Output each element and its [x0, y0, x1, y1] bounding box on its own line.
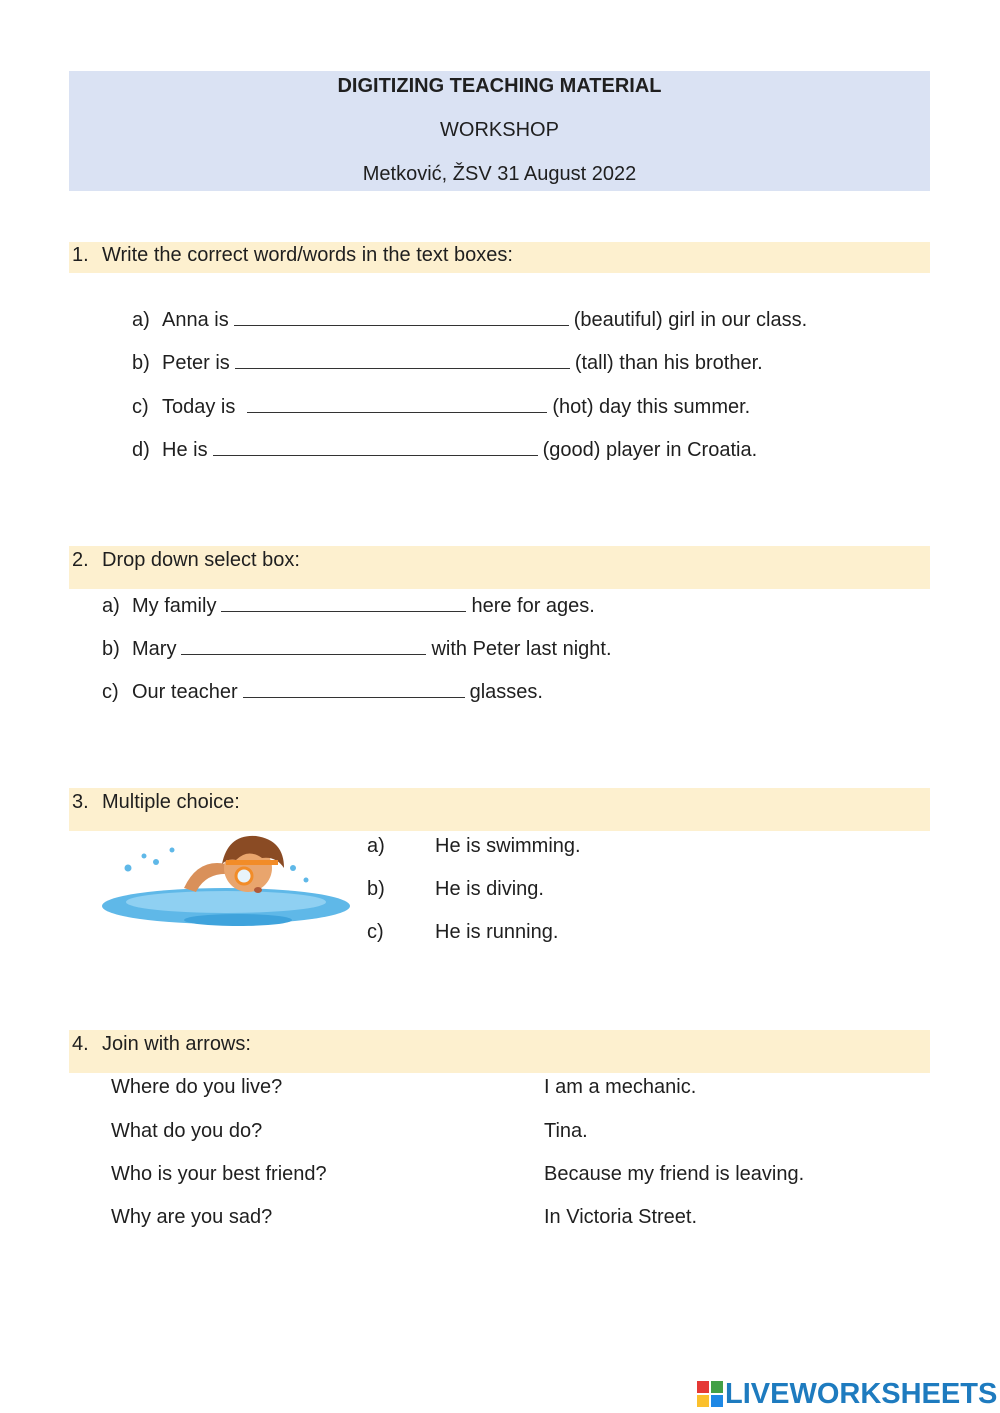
item-after: (hot) day this summer.: [552, 396, 751, 418]
item-label: a): [102, 595, 120, 617]
choice-option-c[interactable]: [367, 921, 558, 944]
answer-input[interactable]: [247, 394, 547, 413]
join-answer-2[interactable]: Tina.: [544, 1120, 588, 1142]
fill-item-d: [132, 437, 757, 462]
join-answer-1[interactable]: I am a mechanic.: [544, 1076, 697, 1098]
option-text: He is diving.: [435, 878, 544, 900]
item-after: here for ages.: [471, 595, 595, 617]
join-answer-3[interactable]: Because my friend is leaving.: [544, 1163, 805, 1185]
item-label: b): [102, 638, 120, 660]
section-number: 1.: [72, 244, 89, 266]
swimmer-image: [98, 828, 354, 932]
item-before: My family: [132, 595, 217, 617]
join-question-2[interactable]: What do you do?: [111, 1120, 263, 1142]
section-title: Join with arrows:: [102, 1033, 251, 1055]
option-label: c): [367, 921, 384, 943]
section-title: Drop down select box:: [102, 549, 300, 571]
item-after: with Peter last night.: [431, 638, 612, 660]
document-subtitle: WORKSHOP: [440, 119, 559, 141]
select-item-c: [102, 679, 543, 704]
fill-item-b: [132, 350, 763, 375]
join-question-3[interactable]: Who is your best friend?: [111, 1163, 327, 1185]
header-box: [69, 71, 930, 191]
option-text: He is running.: [435, 921, 559, 943]
choice-option-b[interactable]: [367, 878, 544, 901]
section-4-header: [69, 1030, 930, 1073]
option-label: a): [367, 835, 385, 857]
item-before: Peter is: [162, 352, 230, 374]
option-label: b): [367, 878, 385, 900]
item-before: Mary: [132, 638, 177, 660]
join-question-1[interactable]: Where do you live?: [111, 1076, 283, 1098]
section-number: 2.: [72, 549, 89, 571]
answer-input[interactable]: [235, 350, 570, 369]
item-label: a): [132, 309, 150, 331]
logo-mark-icon: [697, 1381, 723, 1407]
join-question-4[interactable]: Why are you sad?: [111, 1206, 273, 1228]
answer-select[interactable]: [181, 636, 426, 655]
item-after: glasses.: [469, 681, 543, 703]
select-item-a: [102, 593, 595, 618]
section-2-header: [69, 546, 930, 589]
answer-select[interactable]: [243, 679, 465, 698]
item-before: Our teacher: [132, 681, 238, 703]
section-3-header: [69, 788, 930, 831]
section-1-header: [69, 242, 930, 273]
fill-item-a: [132, 307, 807, 332]
item-label: c): [102, 681, 119, 703]
option-text: He is swimming.: [435, 835, 581, 857]
item-after: (good) player in Croatia.: [542, 439, 758, 461]
item-after: (beautiful) girl in our class.: [573, 309, 808, 331]
choice-option-a[interactable]: [367, 835, 581, 858]
section-number: 3.: [72, 791, 89, 813]
section-title: Multiple choice:: [102, 791, 240, 813]
document-place-date: Metković, ŽSV 31 August 2022: [362, 163, 637, 185]
item-label: d): [132, 439, 150, 461]
answer-input[interactable]: [234, 307, 569, 326]
section-title: Write the correct word/words in the text boxes:: [102, 244, 513, 266]
answer-input[interactable]: [213, 437, 538, 456]
answer-select[interactable]: [221, 593, 466, 612]
item-before: He is: [162, 439, 208, 461]
item-label: c): [132, 396, 149, 418]
item-after: (tall) than his brother.: [574, 352, 763, 374]
section-number: 4.: [72, 1033, 89, 1055]
document-title: DIGITIZING TEACHING MATERIAL: [337, 75, 662, 97]
item-before: Anna is: [162, 309, 229, 331]
join-answer-4[interactable]: In Victoria Street.: [544, 1206, 698, 1228]
liveworksheets-logo: [697, 1377, 997, 1411]
item-before: Today is: [162, 396, 236, 418]
item-label: b): [132, 352, 150, 374]
select-item-b: [102, 636, 612, 661]
fill-item-c: [132, 394, 750, 419]
logo-text: LIVEWORKSHEETS: [725, 1377, 998, 1410]
